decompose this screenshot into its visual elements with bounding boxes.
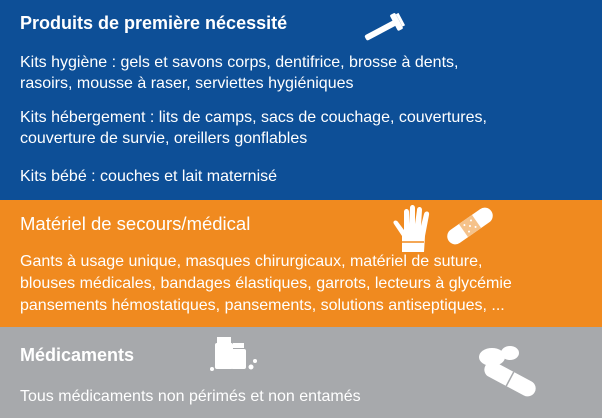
medicines-line: Tous médicaments non périmés et non entamés [20,388,361,405]
medical-line-3: pansements hémostatiques, pansements, solutions antiseptiques, ... [20,297,505,314]
bandage-icon [440,202,500,250]
baby-kit-line: Kits bébé : couches et lait maternisé [20,168,278,185]
section-title: Médicaments [20,345,135,365]
section-title: Matériel de secours/médical [20,213,251,234]
section-title: Produits de première nécessité [20,13,288,33]
housing-kit-line-2: couverture de survie, oreillers gonflables [20,130,308,147]
hygiene-kit-line-1: Kits hygiène : gels et savons corps, dentifrice, brosse à dents, [20,54,459,71]
housing-kit-line-1: Kits hébergement : lits de camps, sacs de couchage, couvertures, [20,109,487,126]
section-medicines [0,327,602,418]
pill-bottle-icon [205,329,260,377]
glove-icon [388,202,438,254]
hygiene-kit-line-2: rasoirs, mousse à raser, serviettes hygiéniques [20,75,354,92]
section-medical-supplies [0,200,602,327]
medical-line-2: blouses médicales, bandages élastiques, garrots, lecteurs à glycémie [20,275,512,292]
razor-icon [355,8,415,48]
section-basic-necessities [0,0,602,200]
pills-icon [470,341,550,401]
medical-line-1: Gants à usage unique, masques chirurgicaux, matériel de suture, [20,253,483,270]
